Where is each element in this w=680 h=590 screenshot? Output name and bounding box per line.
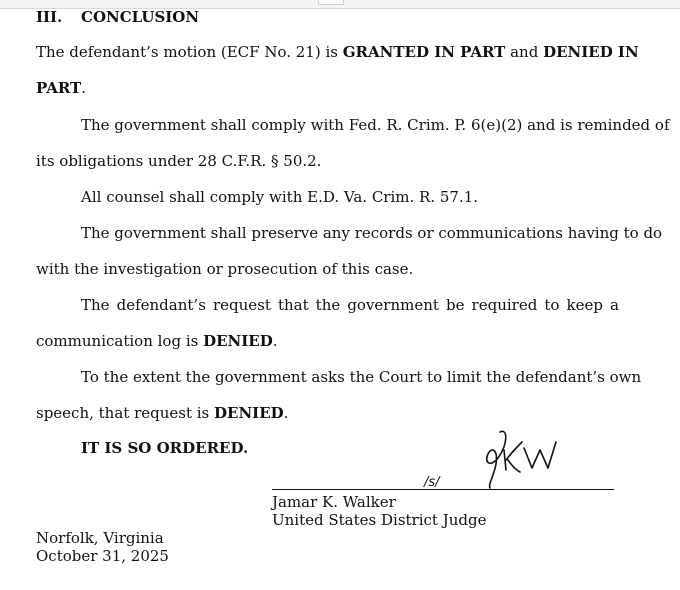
signature-line [272,489,614,490]
section-title: CONCLUSION [81,8,200,26]
para2-line1: The government shall comply with Fed. R. Crim. P. 6(e)(2) and is reminded of [81,116,670,134]
signature-slash-s: /s/ [424,475,440,490]
para2-line2: its obligations under 28 C.F.R. § 50.2. [36,152,322,170]
para5-bold-denied: DENIED [203,332,273,350]
place: Norfolk, Virginia [36,529,164,547]
para1-bold-denied: DENIED IN [543,43,639,61]
page-tab [318,0,344,5]
para1-bold-granted: GRANTED IN PART [342,43,506,61]
para1-and: and [505,43,544,61]
handwritten-signature [478,420,578,492]
para1-line2 [36,79,86,97]
section-number: III. [36,8,63,26]
judge-signature-block [272,493,486,529]
para6-bold-denied: DENIED [214,404,284,422]
para6-line2 [36,404,288,422]
para6-line1: To the extent the government asks the Court to limit the defendant’s own [81,368,642,386]
para6-text: speech, that request is [36,404,215,422]
para3: All counsel shall comply with E.D. Va. Crim. R. 57.1. [81,188,479,206]
judge-title: United States District Judge [272,511,487,529]
para5-text: communication log is [36,332,204,350]
judge-name: Jamar K. Walker [272,493,396,511]
para5-line2 [36,332,277,350]
para1-bold-part: PART [36,79,82,97]
date: October 31, 2025 [36,547,169,565]
para6-period: . [283,404,289,422]
so-ordered: IT IS SO ORDERED. [81,439,249,457]
para4-line1: The government shall preserve any records or communications having to do [81,224,663,242]
para1-text: The defendant’s motion (ECF No. 21) is [36,43,343,61]
section-heading [36,8,199,26]
place-date-block [36,529,169,565]
para4-line2: with the investigation or prosecution of this case. [36,260,414,278]
para5-period: . [272,332,278,350]
para1-period: . [81,79,86,97]
para5-line1: The defendant’s request that the government be required to keep a [81,296,619,314]
para1-line1 [36,43,639,61]
